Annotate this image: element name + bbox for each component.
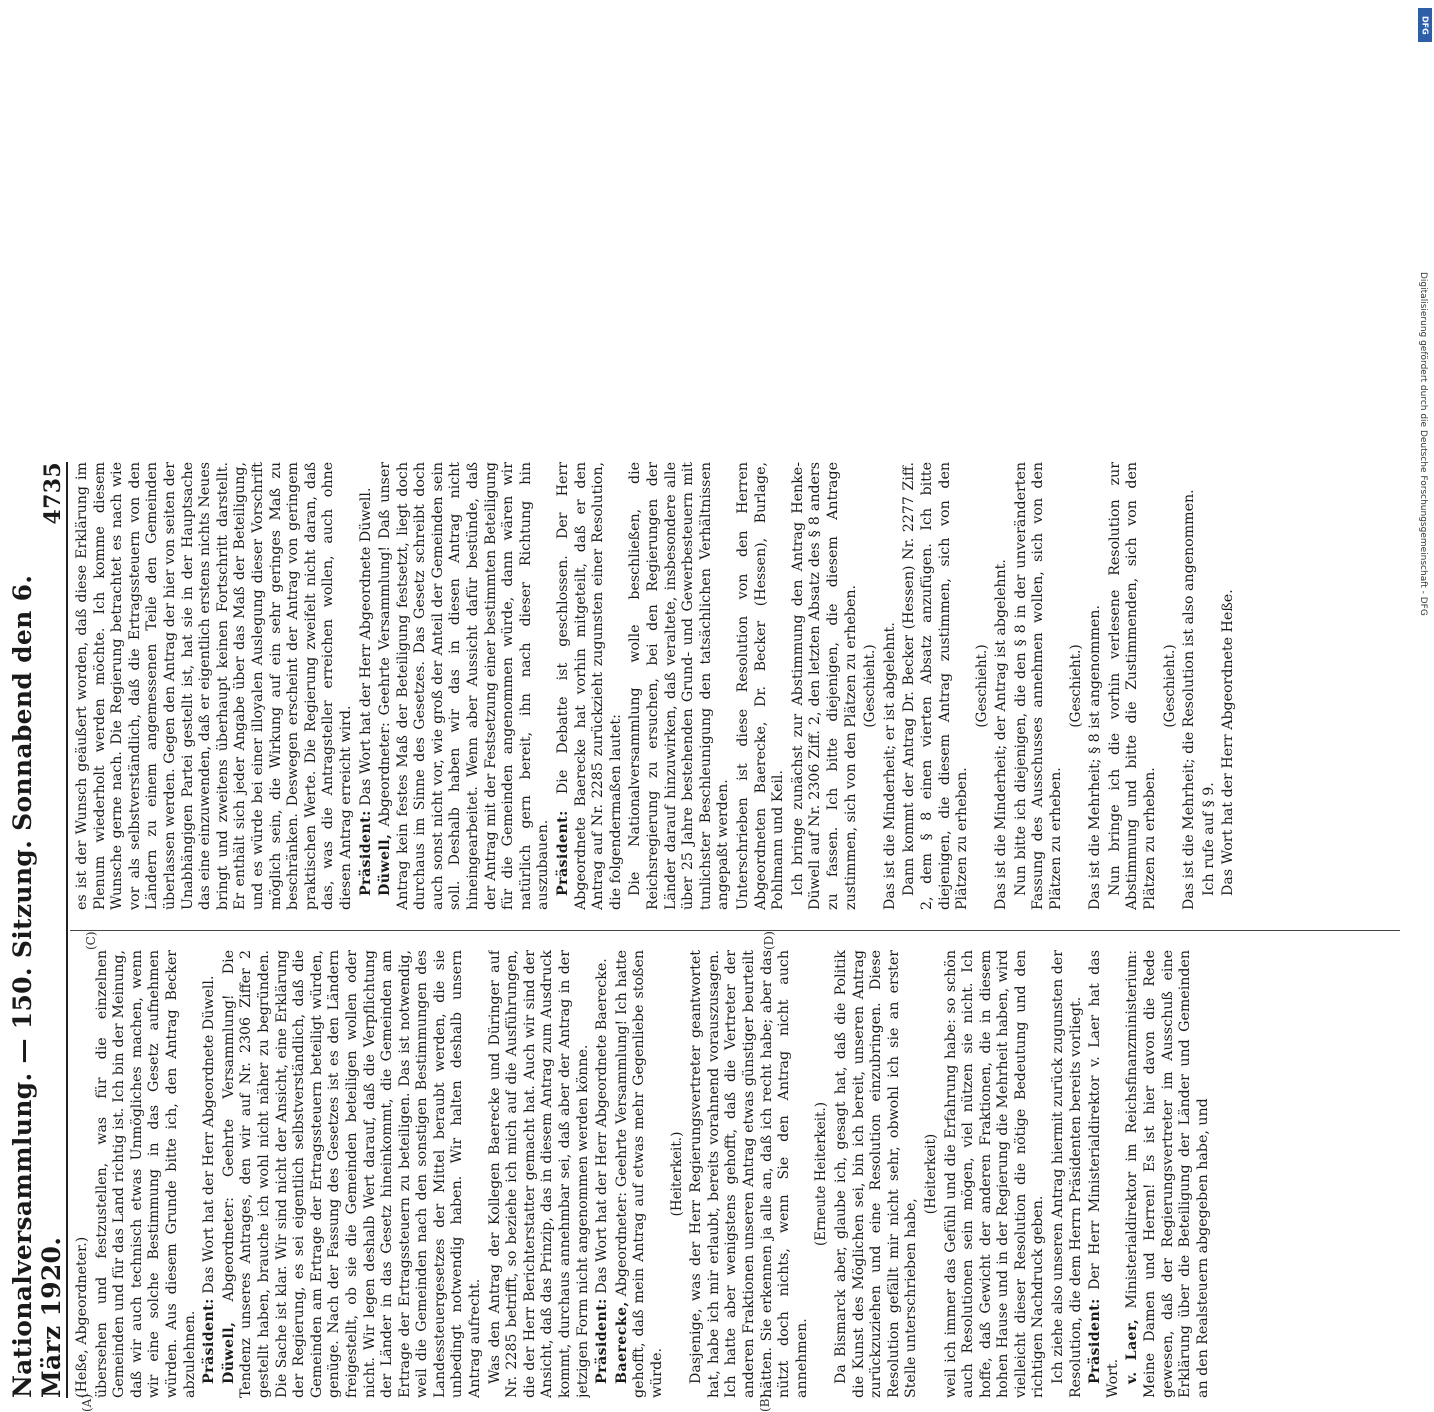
margin-marker-b: (B) (758, 1393, 772, 1412)
page-header (8, 462, 68, 1398)
body-paragraph: Nun bringe ich die vorhin verlesene Resolution zur Abstimmung und bitte die Zustimmenden, sich von den Plätzen zu erheben. (1106, 462, 1159, 910)
body-paragraph: Dann kommt der Antrag Dr. Becker (Hessen) Nr. 2277 Ziff. 2, dem § 8 einen vierten Absatz anzufügen. Ich bitte diejenigen, die diesem Antrag zustimmen, sich von den Plätzen zu erheben. (901, 462, 971, 910)
speech-paragraph (201, 950, 219, 1398)
speaker-name: Präsident: (357, 810, 374, 896)
body-paragraph: weil ich immer das Gefühl und die Erfahrung habe: so schön auch Resolutionen sein mögen, viel nützen sie nicht. Ich hoffe, daß Gewicht der anderen Fraktionen, die in diesem hohen Hause und in der Regierung die Mehrheit haben, wird vielleicht dieser Resolution die nötige Bedeutung und den richtigen Nachdruck geben. (942, 950, 1047, 1398)
speaker-name: Präsident: (201, 1298, 218, 1384)
speaker-name: Präsident: (1087, 1298, 1104, 1384)
speech-text: Das Wort hat der Herr Abgeordnete Baerecke. (594, 958, 611, 1294)
speech-paragraph (221, 950, 485, 1398)
speaker-name: Präsident: (555, 810, 572, 896)
margin-marker-a: (A) (80, 1393, 94, 1412)
document-page (10, 450, 1410, 1410)
stage-direction: (Geschieht.) (1067, 644, 1084, 728)
body-paragraph: Das ist die Mehrheit; die Resolution ist also angenommen. (1181, 489, 1198, 910)
margin-marker-c: (C) (84, 931, 98, 950)
speech-text: Der Herr Ministerialdirektor v. Laer hat das Wort. (1087, 950, 1121, 1398)
body-paragraph: Dasjenige, was der Herr Regierungsvertreter geantwortet hat, habe ich mir erlaubt, bereits vorahnend vorauszusagen. Ich hatte aber wenigstens gehofft, daß die Vertreter der anderen Fraktionen unseren Antrag etwas günstiger beurteilt hätten. Sie erkennen ja alle an, daß ich recht habe; aber das nützt doch nichts, wenn Sie den Antrag nicht auch annehmen. (688, 950, 810, 1398)
speaker-name: Düwell, (377, 833, 394, 896)
page-number: 4735 (40, 462, 66, 525)
column-divider (70, 930, 1400, 931)
body-paragraph: Ich rufe auf § 9. (1200, 782, 1217, 896)
stage-direction: (Heiterkeit) (922, 1133, 939, 1215)
speech-paragraph (614, 950, 667, 1398)
stage-direction: (Geschieht.) (1161, 644, 1178, 728)
body-paragraph: Das ist die Minderheit; der Antrag ist abgelehnt. (993, 559, 1010, 910)
speaker-name: v. Laer, (1124, 1318, 1141, 1384)
body-paragraph: (Heße, Abgeordneter.) (74, 1236, 90, 1398)
speech-paragraph (377, 462, 553, 910)
digitization-note: Digitalisierung gefördert durch die Deutsche Forschungsgemeinschaft - DFG (1418, 272, 1428, 616)
speech-text: Das Wort hat der Herr Abgeordnete Düwell. (201, 975, 218, 1294)
speech-text: Die Debatte ist geschlossen. Der Herr Abgeordnete Baerecke hat vorhin mitgeteilt, daß er den Antrag auf Nr. 2285 zurückzieht zugunsten einer Resolution, die folgendermaßen lautet: (555, 462, 624, 910)
body-paragraph: Die Nationalversammlung wolle beschließen, die Reichsregierung zu ersuchen, bei den Regierungen der Länder darauf hinzuwirken, daß veraltete, insbesondere alle über 25 Jahre bestehenden Grund- und Gewerbesteuern mit tunlichster Beschleunigung den tatsächlichen Verhältnissen angepaßt werden. (627, 462, 732, 910)
body-paragraph: Nun bitte ich diejenigen, die den § 8 in der unveränderten Fassung des Ausschusses annehmen wollen, sich von den Plätzen zu erheben. (1012, 462, 1065, 910)
running-title: Nationalversammlung. — 150. Sitzung. Sonnabend den 6. März 1920. (8, 574, 66, 1398)
digitization-note-strip (1413, 12, 1431, 992)
body-paragraph: Unterschrieben ist diese Resolution von den Herren Abgeordneten Baerecke, Dr. Becker (Hessen), Burlage, Pohlmann und Keil. (734, 462, 787, 910)
body-paragraph: Ich ziehe also unseren Antrag hiermit zurück zugunsten der Resolution, die dem Herrn Präsidenten bereits vorliegt. (1050, 950, 1084, 1398)
margin-marker-d: (D) (762, 931, 776, 950)
speaker-name: Düwell, (220, 1321, 237, 1384)
body-paragraph: es ist der Wunsch geäußert worden, daß diese Erklärung im Plenum wiederholt werden möchte. Ich komme diesem Wunsche gerne nach. Die Regierung betrachtet es nach wie vor als selbstverständlich, daß die Ertragssteuern von den Ländern zu einem angemessenen Teile den Gemeinden überlassen werden. Gegen den Antrag der hier von seiten der Unabhängigen Partei gestellt ist, hat sie in der Hauptsache das eine einzuwenden, daß er eigentlich erstens nichts Neues bringt und zweitens überhaupt keinen Fortschritt darstellt. Er enthält sich jeder Angabe über das Maß der Beteiligung, und es würde bei einer illoyalen Auslegung dieser Vorschrift möglich sein, die Wirkung auf ein sehr geringes Maß zu beschränken. Deswegen erscheint der Antrag von geringem praktischen Werte. Die Regierung zweifelt nicht daran, daß das, was die Antragsteller erreichen wollen, auch ohne diesen Antrag erreicht wird. (74, 462, 354, 910)
body-paragraph: Ich bringe zunächst zur Abstimmung den Antrag Henke-Düwell auf Nr. 2306 Ziff. 2, den letzten Absatz des § 8 anders zu fassen. Ich bitte diejenigen, die diesem Antrage zustimmen, sich von den Plätzen zu erheben. (789, 462, 859, 910)
speech-paragraph (555, 462, 625, 910)
speech-paragraph (1087, 950, 1122, 1398)
speaker-name: Baerecke, (613, 1301, 630, 1384)
dfg-logo: DFG (1418, 8, 1432, 42)
speech-text: Abgeordneter: Geehrte Versammlung! Die Tendenz unseres Antrages, den wir auf Nr. 2306 Ziffer 2 gestellt haben, brauche ich wohl nicht näher zu begründen. Die Sache ist klar. Wir sind nicht der Ansicht, eine Erklärung der Regierung, es sei eigentlich selbstverständlich, daß die Gemeinden am Ertrage der Ertragssteuern beteiligt würden, genüge. Nach der Fassung des Gesetzes ist es den Ländern freigestellt, ob sie die Gemeinden beteiligen wollen oder nicht. Wir legen deshalb Wert darauf, daß die Verpflichtung der Länder in das Gesetz hineinkommt, die Gemeinden am Ertrage der Ertragssteuern zu beteiligen. Das ist notwendig, weil die Gemeinden nach den sonstigen Bestimmungen des Landessteuergesetzes der Mittel beraubt werden, die sie unbedingt notwendig haben. Wir halten deshalb unsern Antrag aufrecht. (220, 950, 484, 1398)
left-column (74, 950, 1394, 1398)
speech-paragraph (358, 462, 376, 910)
stage-direction: (Erneute Heiterkeit.) (813, 1101, 830, 1247)
body-paragraph: übersehen und festzustellen, was für die einzelnen Gemeinden und für das Land richtig ist. Ich bin der Meinung, daß wir auch technisch etwas Unmögliches machen, wenn wir eine solche Bestimmung in das Gesetz aufnehmen würden. Aus diesem Grunde bitte ich, den Antrag Becker abzulehnen. (93, 950, 198, 1398)
speech-text: Abgeordneter: Geehrte Versammlung! Daß unser Antrag kein festes Maß der Beteiligung festsetzt, liegt doch durchaus im Sinne des Gesetzes. Das Gesetz schreibt doch auch sonst nicht vor, wie groß der Anteil der Gemeinden sein soll. Deshalb haben wir das in diesen Antrag nicht hineingearbeitet. Wenn aber Aussicht dafür bestünde, daß der Antrag mit der Festsetzung einer bestimmten Beteiligung für die Gemeinden angenommen würde, dann wären wir natürlich gern bereit, ihn nach dieser Richtung hin auszubauen. (377, 462, 552, 910)
speaker-name: Präsident: (594, 1298, 611, 1384)
right-column (74, 462, 1394, 910)
speech-text: Abgeordneter: Geehrte Versammlung! Ich hatte gehofft, daß mein Antrag auf etwas mehr Gegenliebe stoßen würde. (613, 950, 665, 1398)
body-paragraph: Das ist die Minderheit; er ist abgelehnt. (881, 622, 898, 910)
body-paragraph: Das Wort hat der Herr Abgeordnete Heße. (1220, 589, 1237, 896)
stage-direction: (Geschieht.) (973, 644, 990, 728)
body-paragraph: Das ist die Mehrheit; § 8 ist angenommen. (1087, 605, 1104, 910)
speech-paragraph (1124, 950, 1212, 1398)
speech-text: Ministerialdirektor im Reichsfinanzministerium: Meine Damen und Herren! Es ist hier davon die Rede gewesen, daß der Regierungsvertreter im Ausschuß eine Erklärung über die Beteiligung der Länder und Gemeinden an den Realsteuern abgegeben habe, und (1124, 950, 1211, 1398)
stage-direction: (Heiterkeit.) (668, 1131, 685, 1217)
speech-paragraph (594, 950, 612, 1398)
body-paragraph: Was den Antrag der Kollegen Baerecke und Düringer auf Nr. 2285 betrifft, so beziehe ich mich auf die Ausführungen, die der Herr Berichterstatter gemacht hat. Auch wir sind der Ansicht, daß das Prinzip, das in diesem Antrag zum Ausdruck kommt, durchaus annehmbar sei, daß aber der Antrag in der jetzigen Form nicht angenommen werden könne. (486, 950, 591, 1398)
stage-direction: (Geschieht.) (862, 644, 879, 728)
speech-text: Das Wort hat der Herr Abgeordnete Düwell. (357, 487, 374, 806)
body-paragraph: Da Bismarck aber, glaube ich, gesagt hat, daß die Politik die Kunst des Möglichen sei, bin ich bereit, unseren Antrag zurückzuziehen und eine Resolution einzubringen. Diese Resolution gefällt mir nicht sehr, obwohl ich sie an erster Stelle unterschrieben habe, (832, 950, 920, 1398)
